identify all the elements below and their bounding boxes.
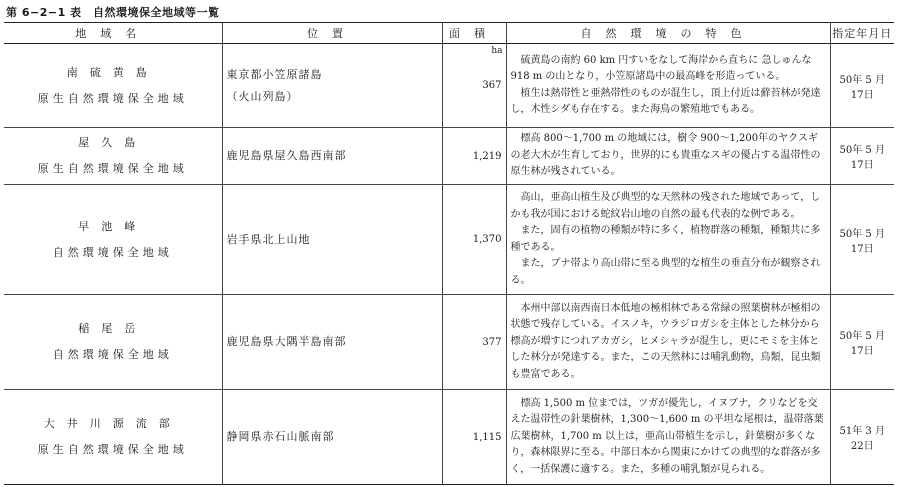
- features-cell: [506, 128, 830, 185]
- area-name: 大井川源流部: [43, 417, 182, 430]
- table-title: 第 6−2−1 表 自然環境保全地域等一覧: [6, 6, 220, 19]
- features-cell: [506, 390, 830, 485]
- header-features: 自然環境の特色: [506, 23, 830, 44]
- area-cell: [442, 44, 506, 128]
- feature-paragraph: また，ブナ帯より高山帯に至る典型的な植生の垂直分布が観察される。: [510, 258, 821, 286]
- conservation-areas-table: [4, 22, 894, 485]
- area-type: 原生自然環境保全地域: [37, 443, 188, 456]
- table-row: [4, 295, 894, 390]
- header-row: [4, 23, 894, 44]
- area-value: 1,115: [472, 431, 502, 443]
- area-value: 1,219: [472, 150, 502, 162]
- area-name-cell: [4, 295, 222, 390]
- area-value: 1,370: [472, 234, 502, 245]
- location-text: 鹿児島県大隅半島南部: [226, 335, 347, 348]
- location-sub: （火山列島）: [226, 89, 299, 103]
- area-name: 屋久島: [78, 136, 148, 149]
- header-date: 指定年月日: [830, 23, 894, 44]
- location-text: 岩手県北上山地: [226, 232, 311, 246]
- area-name-cell: [4, 390, 222, 485]
- location-cell: [222, 295, 442, 390]
- header-area: 面積: [442, 23, 506, 44]
- table-row: [4, 128, 894, 185]
- features-cell: [506, 295, 830, 390]
- header-name: 地域名: [4, 23, 222, 44]
- feature-paragraph: 植生は熱帯性と亜熱帯性のものが混生し，頂上付近は蘚苔林が発達し，木性シダも存在する。また海鳥の繁殖地でもある。: [510, 87, 821, 115]
- area-unit: ha: [491, 46, 503, 56]
- feature-paragraph: 硫黄島の南約 60 km 円すいをなして海岸から直ちに 急しゅんな 918 m の山となり，小笠原諸島中の最高峰を形造っている。: [510, 54, 812, 82]
- designation-date: 50年 5 月17日: [830, 295, 894, 390]
- area-name-cell: [4, 185, 222, 295]
- table-row: [4, 44, 894, 128]
- location-text: 静岡県赤石山脈南部: [226, 430, 335, 443]
- feature-paragraph: また，固有の植物の種類が特に多く，植物群落の種類，種類共に多種である。: [510, 225, 821, 253]
- area-cell: [442, 185, 506, 295]
- area-type: 自然環境保全地域: [52, 245, 173, 259]
- area-type: 原生自然環境保全地域: [37, 162, 188, 175]
- location-cell: [222, 44, 442, 128]
- designation-date: 50年 5 月17日: [830, 44, 894, 128]
- feature-paragraph: 標高 800〜1,700 m の地域には，樹令 900〜1,200年のヤクスギの老大木が生育しており，世界的にも貴重なスギの優占する温帯性の原生林が残されている。: [510, 133, 821, 178]
- area-name: 早池峰: [78, 219, 148, 233]
- features-cell: [506, 185, 830, 295]
- features-cell: [506, 44, 830, 128]
- designation-date: 50年 5 月17日: [830, 128, 894, 185]
- table-row: [4, 390, 894, 485]
- area-name-cell: [4, 128, 222, 185]
- designation-date: 51年 3 月22日: [830, 390, 894, 485]
- area-cell: [442, 295, 506, 390]
- area-name: 南硫黄島: [66, 65, 159, 79]
- location-cell: [222, 390, 442, 485]
- feature-paragraph: 高山，亜高山植生及び典型的な天然林の残された地域であって，しかも我が国における蛇紋岩山地の自然の最も代表的な例である。: [510, 192, 821, 220]
- area-type: 原生自然環境保全地域: [37, 91, 188, 105]
- area-name-cell: [4, 44, 222, 128]
- location-cell: [222, 185, 442, 295]
- feature-paragraph: 本州中部以南西南日本低地の極相林である常緑の照葉樹林が極相の状態で残存している。イスノキ，ウラジロガシを主体とした林分から標高が増すにつれアカガシ，ヒメシャラが混生し，更にモミを主体とした林分が発達する。また，この天然林には哺乳動物，鳥類，昆虫類も豊富である。: [510, 302, 821, 380]
- area-cell: [442, 128, 506, 185]
- feature-paragraph: 標高 1,500 m 位までは，ツガが優先し，イヌブナ，クリなどを交えた温帯性の針葉樹林，1,300〜1,600 m の平坦な尾根は，温帯落葉広葉樹林，1,700 m 以上は，亜高山帯植生を示し，針葉樹が多くなり，森林限界に至る。中部日本から関東にかけての典型的な群落が多く，一括保護に適する。また，多種の哺乳類が見られる。: [510, 397, 824, 475]
- location-cell: [222, 128, 442, 185]
- area-cell: [442, 390, 506, 485]
- header-location: 位置: [222, 23, 442, 44]
- location-text: 東京都小笠原諸島: [226, 67, 323, 81]
- table-row: [4, 185, 894, 295]
- location-text: 鹿児島県屋久島西南部: [226, 149, 347, 162]
- area-value: 367: [482, 80, 502, 91]
- designation-date: 50年 5 月17日: [830, 185, 894, 295]
- area-value: 377: [482, 336, 502, 348]
- area-name: 稲尾岳: [78, 322, 148, 335]
- area-type: 自然環境保全地域: [52, 348, 173, 361]
